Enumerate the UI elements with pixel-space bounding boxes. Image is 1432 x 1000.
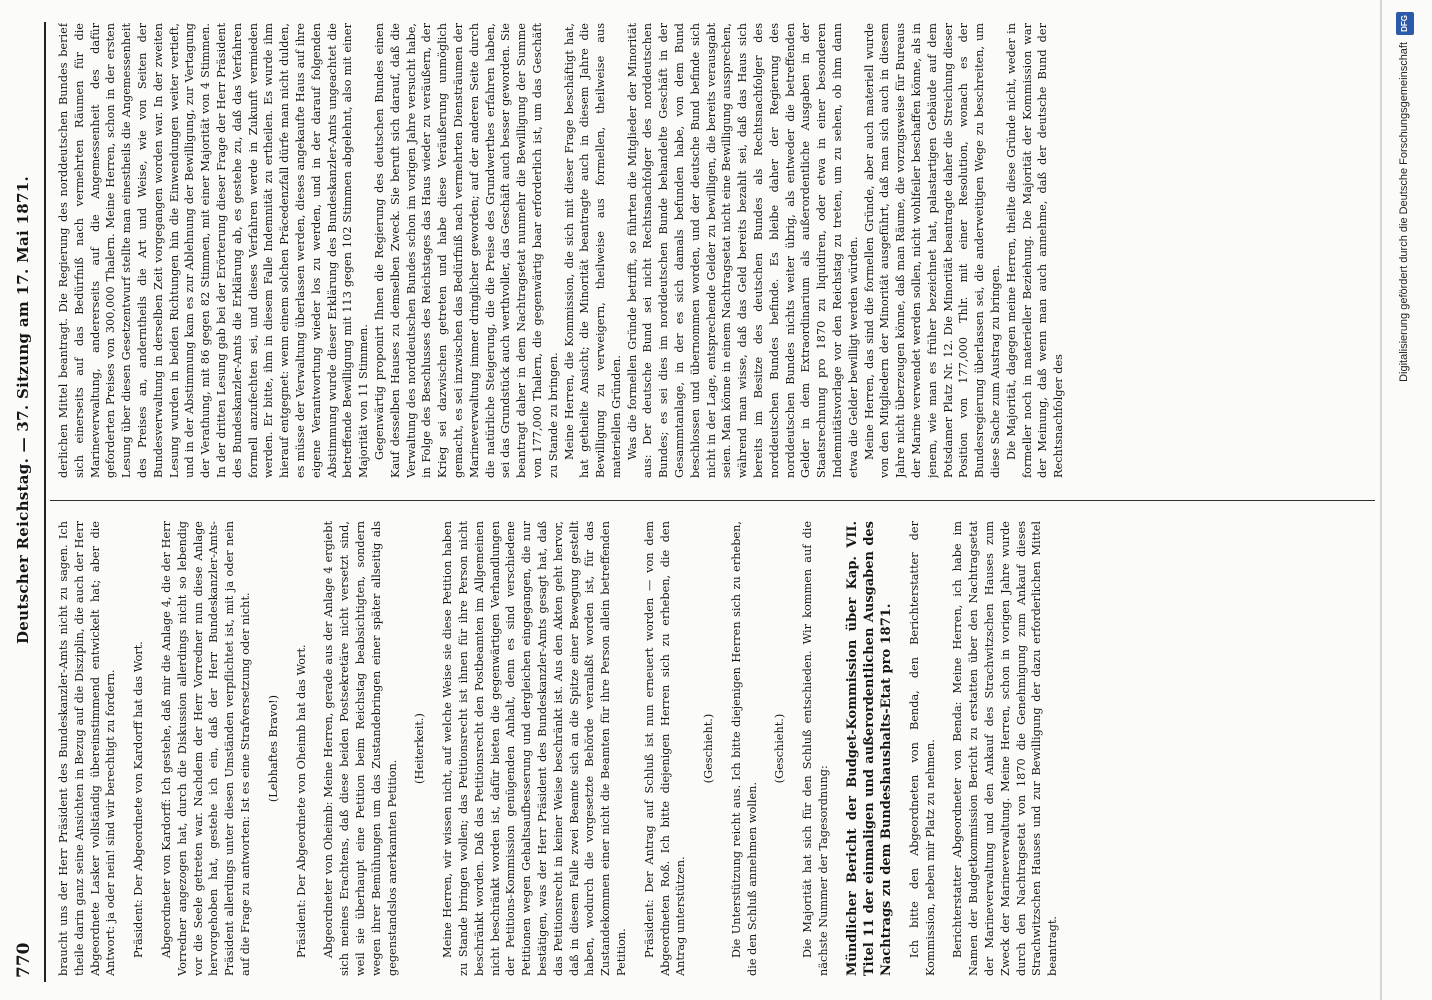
paragraph: Präsident: Der Abgeordnete von Oheimb hat das Wort. — [294, 644, 308, 958]
paragraph: Ich bitte den Abgeordneten von Benda, den Berichterstatter der Kommission, neben mir Platz zu nehmen. — [907, 521, 937, 976]
paragraph: Die Majorität hat sich für den Schluß entschieden. Wir kommen auf die nächste Nummer der Tagesordnung: — [801, 521, 831, 976]
paragraph: Abgeordneter von Kardorff: Ich gestehe, daß mir die Anlage 4, die der Herr Vorredner angezogen hat, durch die Diskussion allerdings nicht so lebendig vor die Seele getreten war. Nachdem der Herr Vorredner nun diese Anlage hervorgehoben hat, gestehe ich ein, daß der Herr Bundeskanzler-Amts-Präsident allerdings unter diesen Umständen verpflichtet ist, mit ja oder nein auf die Frage zu antworten: Ist es eine Strafversetzung oder nicht. — [159, 521, 252, 976]
running-title: Deutscher Reichstag. — 37. Sitzung am 17. Mai 1871. — [14, 176, 32, 644]
digitization-footer — [1396, 0, 1414, 1000]
left-column — [56, 521, 1371, 976]
paragraph: Präsident: Der Antrag auf Schluß ist nun erneuert worden — von dem Abgeordneten Roß. Ich bitte diejenigen Herren sich zu erheben, die den Antrag unterstützen. — [642, 521, 688, 976]
paragraph: Gegenwärtig proponirt Ihnen die Regierung des deutschen Bundes einen Kauf desselben Hauses zu demselben Zweck. Sie beruft sich darauf, daß die Verwaltung des norddeutschen Bundes schon im vorigen Jahre versucht habe, in Folge des Beschlusses des Reichstages das Haus wieder zu veräußern, der Krieg sei dazwischen getreten und habe diese Veräußerung unmöglich gemacht, es sei inzwischen das Bedürfniß nach vermehrten Diensträumen der Marineverwaltung immer dringlicher geworden; auf der anderen Seite durch die natürliche Steigerung, die die Preise des Grundwerthes erfahren haben, sei das Grundstück auch werthvoller, das Geschäft auch besser geworden. Sie beantragt daher in dem Nachtragsetat nunmehr die Bewilligung der Summe von 177,000 Thalern, die gegenwärtig baar erforderlich ist, um das Geschäft zu Stande zu bringen. — [372, 23, 560, 478]
paragraph: Berichterstatter Abgeordneter von Benda: Meine Herren, ich habe im Namen der Budgetkommission Bericht zu erstatten über den Nachtragsetat der Marineverwaltung und den Ankauf des Strachwitzschen Hauses zum Zweck der Marineverwaltung. Meine Herren, schon in vorigen Jahre wurde durch den Nachtragsetat von 1870 die Genehmigung zum Ankauf dieses Strachwitzschen Hauses und zur Bewilligung der dazu erforderlichen Mittel beantragt. — [951, 521, 1060, 976]
page-number: 770 — [14, 942, 34, 978]
paragraph: Was die formellen Gründe betrifft, so führten die Mitglieder der Minorität aus: Der deutsche Bund sei nicht Rechtsnachfolger des norddeutschen Bundes; es sei dies im norddeutschen Bunde behandelte Geschäft in der Gesammtanlage, in der es sich damals befunden habe, von dem Bund beschlossen und übernommen worden, und der deutsche Bund befinde sich nicht in der Lage, entsprechende Gelder zu bewilligen, die bereits verausgabt seien. Man könne in einem Nachtragsetat nicht eine Bewilligung aussprechen, während man wisse, daß das Geld bereits bezahlt sei, daß das Haus sich bereits im Besitze des deutschen Bundes als Rechtsnachfolger des norddeutschen Bundes befinde. Es bleibe daher der Regierung des norddeutschen Bundes nichts weiter übrig, als entweder die betreffenden Gelder in dem Extraordinarium als außerordentliche Ausgaben in der Staatsrechnung pro 1870 zu liquidiren, oder etwa in einer besonderen Indemnitätsvorlage vor den Reichstag zu treten, um zu sehen, ob ihm dann etwa die Gelder bewilligt werden würden. — [625, 23, 860, 478]
agenda-heading: Mündlicher Bericht der Budget-Kommission über Kap. VII. Titel 11 der einmaligen und außerordentlichen Ausgaben des Nachtrags zu dem Bundeshaushalts-Etat pro 1871. — [844, 521, 894, 976]
stage-direction: (Lebhaftes Bravo!) — [266, 694, 280, 803]
header-rule — [44, 22, 46, 982]
column-divider — [50, 500, 1375, 501]
paragraph: Meine Herren, das sind die formellen Gründe, aber auch materiell wurde von den Mitgliedern der Minorität ausgeführt, daß man sich auch in diesem Jahre nicht überzeugen könne, daß man Räume, die vorzugsweise für Bureaus der Marine verwendet werden sollen, nicht wohlfeiler beschaffen könne, als in jenem, wie man es früher bezeichnet hat, palastartigen Gebäude auf dem Potsdamer Platz Nr. 12. Die Minorität beantragte daher die Streichung dieser Position von 177,000 Thlr. mit einer Resolution, wonach es der Bundesregierung überlassen sei, die anderweitigen Wege zu beschreiten, um diese Sache zum Austrag zu bringen. — [862, 23, 1003, 478]
dfg-logo: DFG — [1396, 12, 1414, 35]
paragraph: derlichen Mittel beantragt. Die Regierung des norddeutschen Bundes berief sich einerseits auf das Bedürfniß nach vermehrten Räumen für die Marineverwaltung, andererseits auf die Angemessenheit des dafür geforderten Preises von 300,000 Thalern. Meine Herren, schon in der ersten Lesung über diesen Gesetzentwurf stellte man einestheils die Angemessenheit des Preises an, anderntheils die Art und Weise, wie von Seiten der Bundesverwaltung in derselben Zeit vorgegangen worden war. In der zweiten Lesung wurden in beiden Richtungen hin die Einwendungen weiter vertieft, und in der Abstimmung kam es zur Ablehnung der Bewilligung, zur Vertagung der Verathung, mit 86 gegen 82 Stimmen, mit einer Majorität von 4 Stimmen. In der dritten Lesung gab bei der Erörterung dieser Frage der Herr Präsident des Bundeskanzler-Amts die Erklärung ab, es gestehe zu, daß das Verfahren formell anzufechten sei, und dieses Verfahren werde in Zukunft vermieden werden. Er bitte, ihm in diesem Falle Indemnität zu ertheilen. Es wurde ihm hierauf entgegnet: wenn einem solchen Präcedenzfall dürfe man nicht dulden, es müsse der Verwaltung überlassen werden, dieses angekaufte Haus auf ihre eigene Verantwortung wieder los zu werden, und in der darauf folgenden Abstimmung wurde dieser Erklärung des Bundeskanzler-Amts ungeachtet die betreffende Bewilligung mit 113 gegen 102 Stimmen abgelehnt, also mit einer Majorität von 11 Stimmen. — [57, 23, 371, 478]
right-column — [56, 23, 1371, 478]
paragraph: Abgeordneter von Oheimb: Meine Herren, gerade aus der Anlage 4 ergiebt sich meines Erachtens, daß diese beiden Postsekretäre nicht versetzt sind, weil sie überhaupt eine Petition beim Reichstag beabsichtigten, sondern wegen ihrer Bemühungen um das Zustandebringen einer später allseitig als gegenstandslos anerkannten Petition. — [322, 521, 399, 976]
stage-direction: (Geschieht.) — [773, 713, 787, 784]
paragraph: Meine Herren, wir wissen nicht, auf welche Weise sie diese Petition haben zu Stande bringen wollen; das Petitionsrecht ist ihnen für ihre Person nicht beschränkt worden. Daß das Petitionsrecht den Postbeamten im Allgemeinen nicht beschränkt worden ist, dafür bieten die gegenwärtigen Verhandlungen der Petitions-Kommission genügenden Anhalt, denn es sind verschiedene Petitionen wegen Gehaltsaufbesserung und dergleichen eingegangen, die nur bestätigen, was der Herr Präsident des Bundeskanzler-Amts gesagt hat, daß das Petitionsrecht in keiner Weise beschränkt ist. Aus den Akten geht hervor, daß in diesem Falle zwei Beamte sich an die Spitze einer Bewegung gestellt haben, wodurch die vorgesetzte Behörde veranlaßt worden ist, für das Zustandekommen einer nicht die Beamten für ihre Person allein betreffenden Petition. — [441, 521, 628, 976]
paragraph: Die Unterstützung reicht aus. Ich bitte diejenigen Herren sich zu erheben, die den Schluß annehmen wollen. — [729, 521, 759, 976]
paragraph: Die Majorität, dagegen meine Herren, theilte diese Gründe nicht, weder in formeller noch in materieller Beziehung. Die Majorität der Kommission war der Meinung, daß wenn man auch annehme, daß der deutsche Bund der Rechtsnachfolger des — [1004, 23, 1066, 478]
stage-direction: (Heiterkeit.) — [413, 713, 427, 784]
scan-edge — [1380, 0, 1382, 1000]
paragraph: Meine Herren, die Kommission, die sich mit dieser Frage beschäftigt hat, hat getheilte Ansicht; die Minorität beantragte auch in diesem Jahre die Bewilligung zu verweigern, theilweise aus formellen, theilweise aus materiellen Gründen. — [562, 23, 623, 478]
digitization-note: Digitalisierung gefördert durch die Deutsche Forschungsgemeinschaft — [1398, 41, 1410, 382]
stage-direction: (Geschieht.) — [702, 713, 716, 784]
paragraph: Präsident: Der Abgeordnete von Kardorff hat das Wort. — [132, 641, 146, 958]
paragraph: braucht uns der Herr Präsident des Bundeskanzler-Amts nicht zu sagen. Ich theile darin ganz seine Ansichten in Bezug auf die Disziplin, die auch der Herr Abgeordnete Lasker vollständig übereinstimmend entwickelt hat; aber die Antwort: ja oder nein! sind wir berechtigt zu fordern. — [57, 521, 118, 976]
